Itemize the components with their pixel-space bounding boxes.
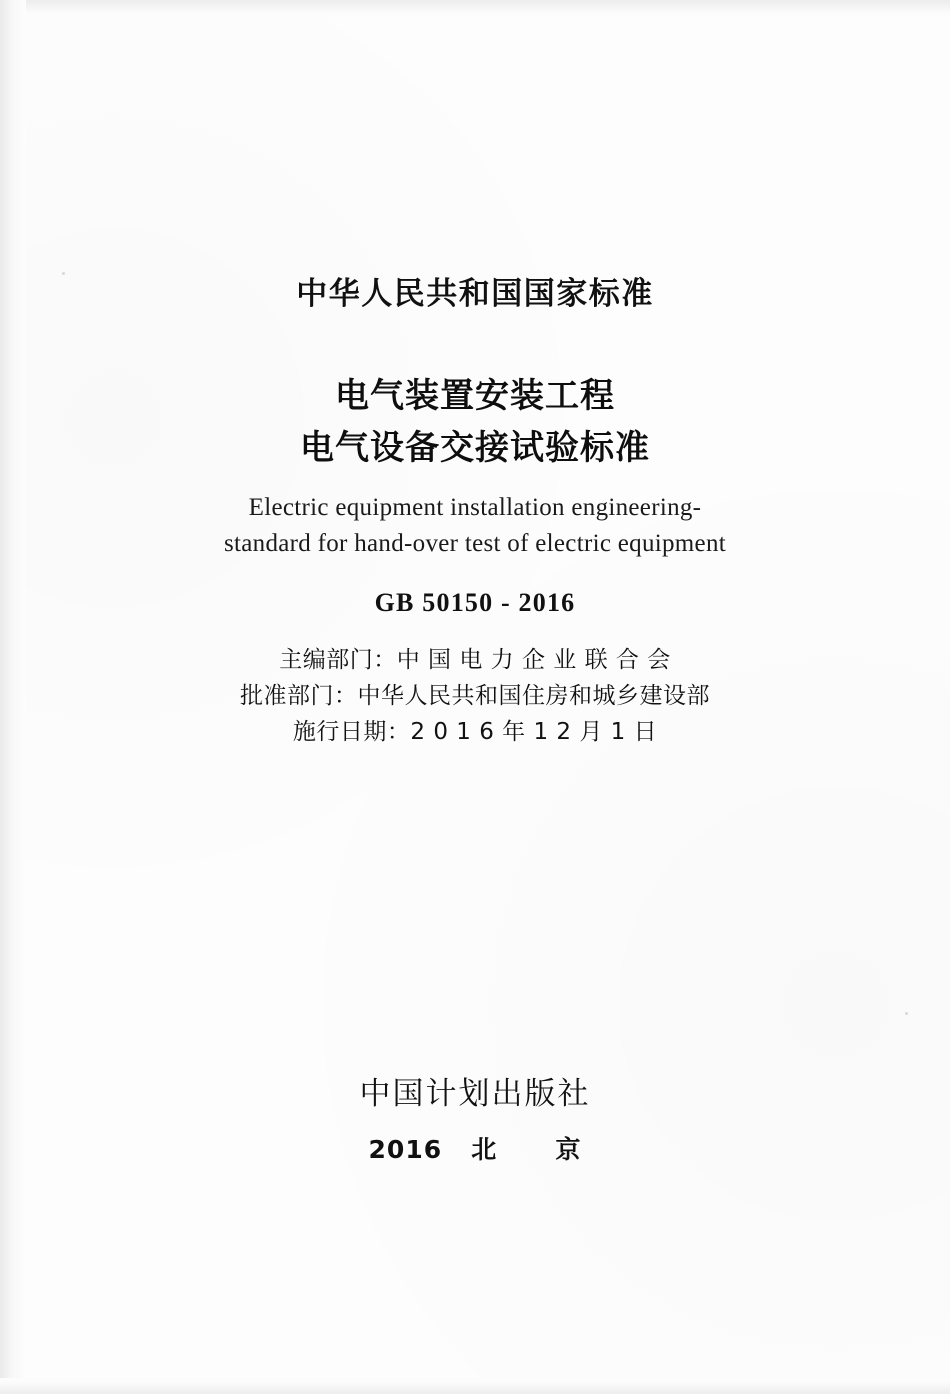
standard-authority-heading: 中华人民共和国国家标准 (296, 276, 654, 312)
imprint-year-city: 2016 北 京 (368, 1135, 582, 1164)
document-title (0, 370, 950, 474)
page-edge-shadow-bottom (0, 1378, 950, 1394)
document-title-line-1: 电气装置安装工程 (335, 376, 615, 416)
document-title-line-2: 电气设备交接试验标准 (300, 428, 650, 468)
publisher-name: 中国计划出版社 (359, 1076, 591, 1112)
standard-code: GB 50150 - 2016 (374, 588, 576, 617)
approving-department-line: 批准部门：中华人民共和国住房和城乡建设部 (240, 683, 710, 709)
english-title-line-1: Electric equipment installation engineering- (248, 494, 702, 521)
document-english-title (0, 490, 950, 562)
paper-speck (905, 1012, 908, 1015)
effective-date-line: 施行日期：2 0 1 6 年 1 2 月 1 日 (292, 719, 658, 745)
english-title-line-2: standard for hand-over test of electric equipment (223, 530, 726, 557)
document-metadata (0, 642, 950, 750)
page-edge-shadow-top (0, 0, 950, 18)
editing-department-line: 主编部门：中 国 电 力 企 业 联 合 会 (279, 647, 671, 673)
